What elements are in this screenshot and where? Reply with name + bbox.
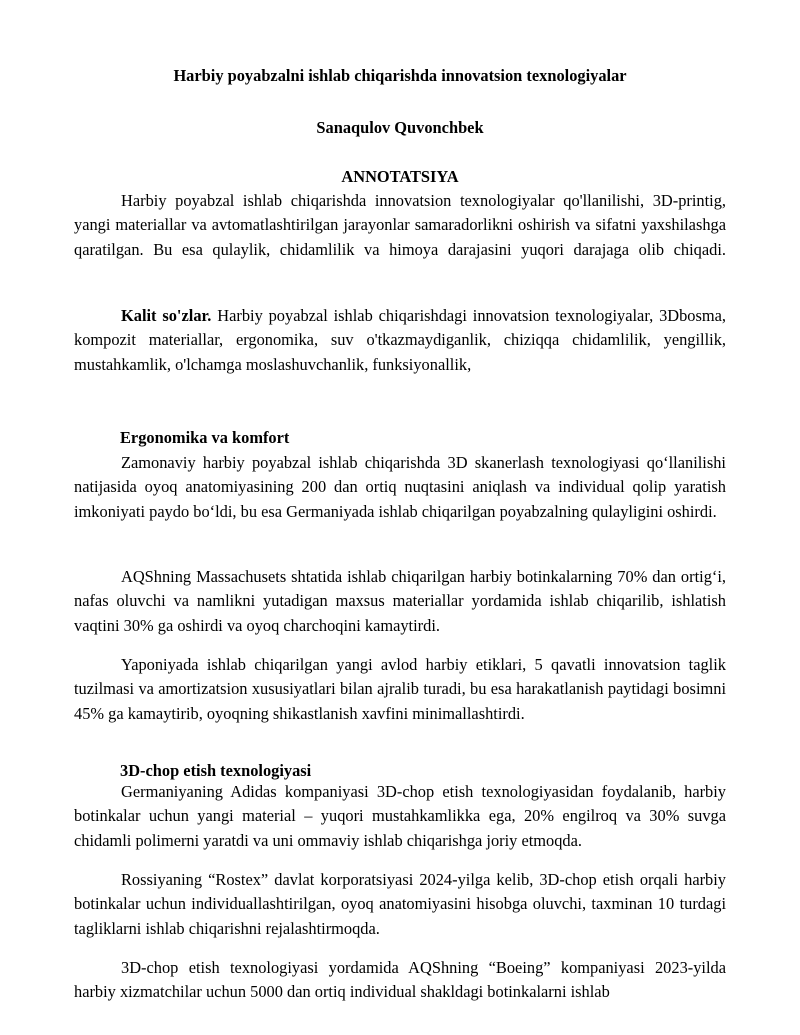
abstract-heading: ANNOTATSIYA [341,167,459,186]
section1-paragraph-2: AQShning Massachusets shtatida ishlab chiqarilgan harbiy botinkalarning 70% dan ortig‘i, nafas oluvchi va namlikni yutadigan maxsus materiallar yordamida ishlab chiqarilib, ishlatish vaqtini 30% ga oshirdi va oyoq charchoqini kamaytirdi. [74,567,726,635]
section2-paragraph-3: 3D-chop etish texnologiyasi yordamida AQShning “Boeing” kompaniyasi 2023-yilda harbiy xizmatchilar uchun 5000 dan ortiq individual shakldagi botinkalarni ishlab [74,958,726,1002]
keywords-label: Kalit so'zlar. [121,306,212,325]
section1-paragraph-3: Yaponiyada ishlab chiqarilgan yangi avlod harbiy etiklari, 5 qavatli innovatsion taglik tuzilmasi va amortizatsion xususiyatlari bilan ajralib turadi, bu esa harakatlanish paytidagi bosimni 45% ga kamaytirib, oyoqning shikastlanish xavfini minimallashtirdi. [74,655,726,723]
section-heading-ergonomics: Ergonomika va komfort [120,428,290,447]
section-heading-3d-printing: 3D-chop etish texnologiyasi [120,761,312,780]
paper-title: Harbiy poyabzalni ishlab chiqarishda innovatsion texnologiyalar [173,66,627,85]
abstract-text: Harbiy poyabzal ishlab chiqarishda innovatsion texnologiyalar qo'llanilishi, 3D-printig, yangi materiallar va avtomatlashtirilgan jarayonlar samaradorlikni oshirish va sifatni yaxshilashga qaratilgan. Bu esa qulaylik, chidamlilik va himoya darajasini yuqori darajaga olib chiqadi. [74,191,726,259]
keywords-paragraph [74,304,726,377]
section2-paragraph-1: Germaniyaning Adidas kompaniyasi 3D-chop etish texnologiyasidan foydalanib, harbiy botinkalar uchun yangi material – yuqori mustahkamlikka ega, 20% engilroq va 30% suvga chidamli polimerni yaratdi va uni ommaviy ishlab chiqarishga joriy etmoqda. [74,782,726,850]
section1-paragraph-1: Zamonaviy harbiy poyabzal ishlab chiqarishda 3D skanerlash texnologiyasi qo‘llanilishi natijasida oyoq anatomiyasining 200 dan ortiq nuqtasini aniqlash va individual qolip yaratish imkoniyati paydo bo‘ldi, bu esa Germaniyada ishlab chiqarilgan poyabzalning qulayligini oshirdi. [74,453,726,521]
section2-paragraph-2: Rossiyaning “Rostex” davlat korporatsiyasi 2024-yilga kelib, 3D-chop etish orqali harbiy botinkalar uchun individuallashtirilgan, oyoq anatomiyasini hisobga oluvchi, taxminan 10 turdagi tagliklarni ishlab chiqarishni rejalashtirmoqda. [74,870,726,938]
keywords-text: Harbiy poyabzal ishlab chiqarishdagi innovatsion texnologiyalar, 3Dbosma, kompozit materiallar, ergonomika, suv o'tkazmaydiganlik, chiziqqa chidamlilik, yengillik, mustahkamlik, o'lchamga moslashuvchanlik, funksiyonallik, [74,306,726,374]
author-name: Sanaqulov Quvonchbek [316,118,484,137]
